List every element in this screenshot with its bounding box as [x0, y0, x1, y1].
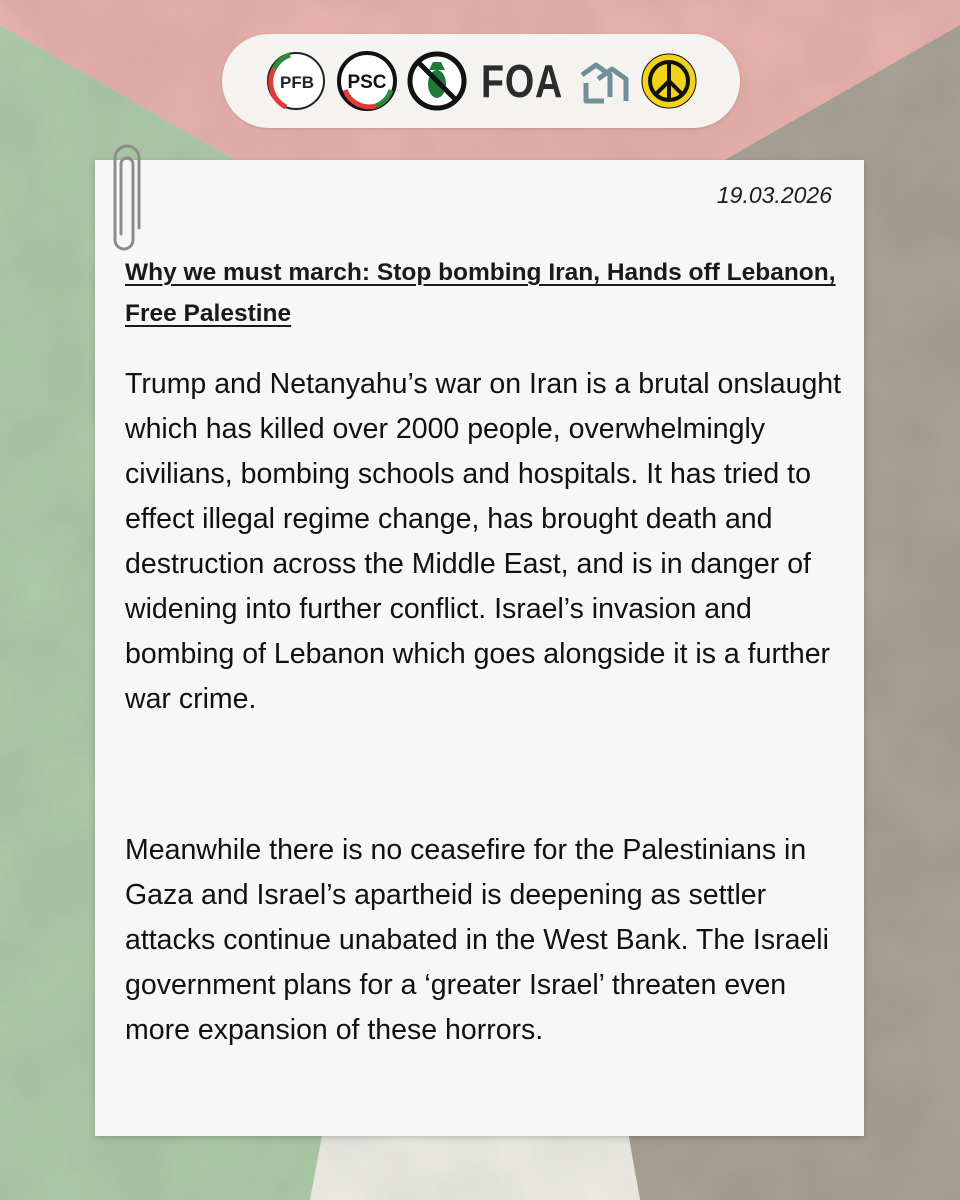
foa-logo-text: FOA: [480, 55, 564, 107]
no-bombs-icon: [406, 50, 468, 112]
psc-logo-text: PSC: [347, 72, 387, 93]
paperclip-icon: [112, 144, 142, 252]
mab-logo: [576, 53, 632, 109]
foa-logo: [476, 54, 568, 108]
article-paragraph-2: Meanwhile there is no ceasefire for the Palestinians in Gaza and Israel’s apartheid is deepening as settler attacks continue unabated in the West Bank. The Israeli government plans for a ‘greater Israel’ threaten even more expansion of these horrors.: [125, 834, 829, 1046]
article-date: 19.03.2026: [716, 182, 832, 208]
pfb-logo: [264, 49, 328, 113]
logo-bar: [222, 34, 740, 128]
article-paragraph-1: Trump and Netanyahu’s war on Iran is a brutal onslaught which has killed over 2000 people, overwhelmingly civilians, bombing schools and hospitals. It has tried to effect illegal regime change, has brought death and destruction across the Middle East, and is in danger of widening into further conflict. Israel’s invasion and bombing of Lebanon which goes alongside it is a further war crime.: [125, 368, 842, 715]
pfb-logo-text: PFB: [279, 73, 314, 92]
peace-icon: [640, 52, 698, 110]
article-headline: Why we must march: Stop bombing Iran, Hands off Lebanon, Free Palestine: [125, 259, 836, 327]
psc-logo: [336, 50, 398, 112]
statement-card: [95, 160, 864, 1136]
